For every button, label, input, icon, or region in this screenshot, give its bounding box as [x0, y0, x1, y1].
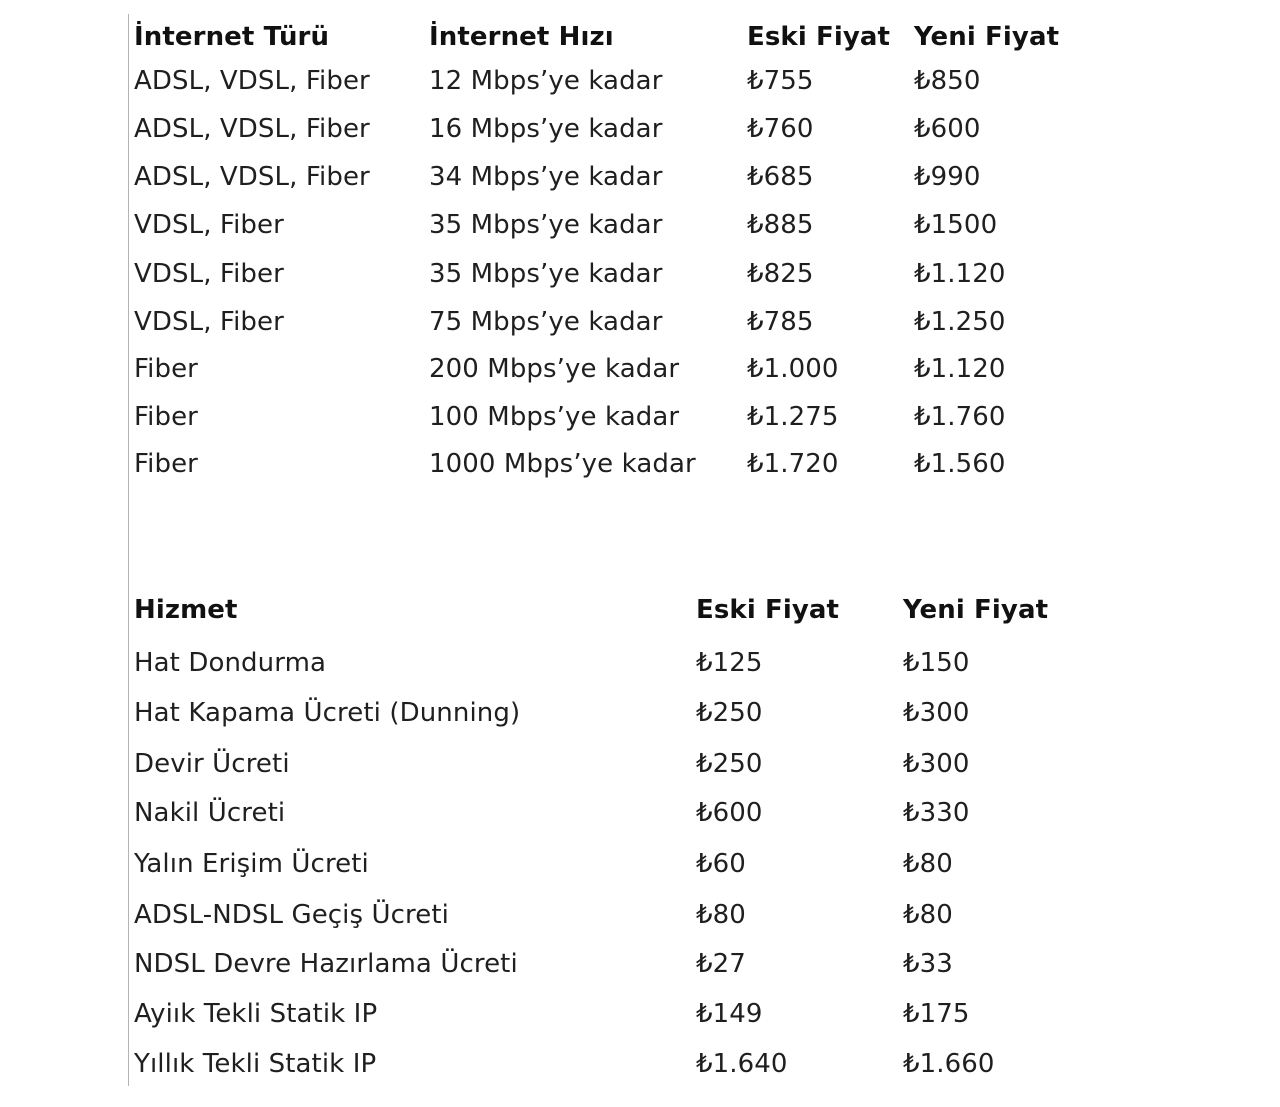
old-price-cell: ₺60 — [696, 849, 746, 879]
old-price-cell: ₺1.640 — [696, 1049, 788, 1079]
speed-cell: 100 Mbps’ye kadar — [429, 402, 680, 432]
service-name-cell: ADSL-NDSL Geçiş Ücreti — [134, 900, 449, 930]
new-price-cell: ₺1.660 — [903, 1049, 995, 1079]
new-price-cell: ₺80 — [903, 900, 953, 930]
internet-type-cell: Fiber — [134, 354, 198, 384]
old-price-cell: ₺80 — [696, 900, 746, 930]
new-price-cell: ₺80 — [903, 849, 953, 879]
header-old-price: Eski Fiyat — [696, 595, 840, 625]
speed-cell: 35 Mbps’ye kadar — [429, 259, 663, 289]
header-new-price: Yeni Fiyat — [914, 22, 1060, 52]
old-price-cell: ₺755 — [747, 66, 814, 96]
old-price-cell: ₺825 — [747, 259, 814, 289]
internet-type-cell: VDSL, Fiber — [134, 259, 284, 289]
table-header-row — [0, 17, 1280, 57]
speed-cell: 12 Mbps’ye kadar — [429, 66, 663, 96]
header-internet-speed: İnternet Hızı — [429, 22, 614, 52]
table-row — [0, 793, 1280, 833]
internet-type-cell: VDSL, Fiber — [134, 210, 284, 240]
table-row — [0, 205, 1280, 245]
service-name-cell: Yalın Erişim Ücreti — [134, 849, 369, 879]
new-price-cell: ₺1.560 — [914, 449, 1006, 479]
service-name-cell: Yıllık Tekli Statik IP — [134, 1049, 377, 1079]
header-old-price: Eski Fiyat — [747, 22, 891, 52]
internet-type-cell: Fiber — [134, 402, 198, 432]
table-row — [0, 844, 1280, 884]
old-price-cell: ₺1.720 — [747, 449, 839, 479]
old-price-cell: ₺27 — [696, 949, 746, 979]
old-price-cell: ₺250 — [696, 749, 763, 779]
table-row — [0, 254, 1280, 294]
new-price-cell: ₺1.120 — [914, 354, 1006, 384]
new-price-cell: ₺1.250 — [914, 307, 1006, 337]
old-price-cell: ₺600 — [696, 798, 763, 828]
new-price-cell: ₺150 — [903, 648, 970, 678]
table-row — [0, 944, 1280, 984]
old-price-cell: ₺785 — [747, 307, 814, 337]
table-row — [0, 157, 1280, 197]
service-name-cell: Nakil Ücreti — [134, 798, 286, 828]
old-price-cell: ₺125 — [696, 648, 763, 678]
old-price-cell: ₺1.275 — [747, 402, 839, 432]
old-price-cell: ₺250 — [696, 698, 763, 728]
service-name-cell: Hat Dondurma — [134, 648, 327, 678]
old-price-cell: ₺885 — [747, 210, 814, 240]
internet-type-cell: ADSL, VDSL, Fiber — [134, 66, 370, 96]
table-row — [0, 349, 1280, 389]
table-row — [0, 397, 1280, 437]
header-internet-type: İnternet Türü — [134, 22, 330, 52]
speed-cell: 200 Mbps’ye kadar — [429, 354, 680, 384]
new-price-cell: ₺175 — [903, 999, 970, 1029]
table-row — [0, 1044, 1280, 1084]
old-price-cell: ₺760 — [747, 114, 814, 144]
table-row — [0, 109, 1280, 149]
internet-type-cell: ADSL, VDSL, Fiber — [134, 114, 370, 144]
old-price-cell: ₺685 — [747, 162, 814, 192]
table-row — [0, 643, 1280, 683]
internet-type-cell: ADSL, VDSL, Fiber — [134, 162, 370, 192]
old-price-cell: ₺1.000 — [747, 354, 839, 384]
table-row — [0, 302, 1280, 342]
internet-type-cell: Fiber — [134, 449, 198, 479]
new-price-cell: ₺300 — [903, 698, 970, 728]
speed-cell: 34 Mbps’ye kadar — [429, 162, 663, 192]
new-price-cell: ₺1500 — [914, 210, 998, 240]
service-name-cell: Hat Kapama Ücreti (Dunning) — [134, 698, 521, 728]
header-service: Hizmet — [134, 595, 238, 625]
service-name-cell: Ayiık Tekli Statik IP — [134, 999, 378, 1029]
new-price-cell: ₺330 — [903, 798, 970, 828]
service-name-cell: NDSL Devre Hazırlama Ücreti — [134, 949, 518, 979]
new-price-cell: ₺300 — [903, 749, 970, 779]
header-new-price: Yeni Fiyat — [903, 595, 1049, 625]
table-row — [0, 444, 1280, 484]
new-price-cell: ₺1.760 — [914, 402, 1006, 432]
table-row — [0, 895, 1280, 935]
speed-cell: 75 Mbps’ye kadar — [429, 307, 663, 337]
table-row — [0, 994, 1280, 1034]
new-price-cell: ₺1.120 — [914, 259, 1006, 289]
table-row — [0, 61, 1280, 101]
internet-type-cell: VDSL, Fiber — [134, 307, 284, 337]
new-price-cell: ₺850 — [914, 66, 981, 96]
old-price-cell: ₺149 — [696, 999, 763, 1029]
speed-cell: 35 Mbps’ye kadar — [429, 210, 663, 240]
speed-cell: 1000 Mbps’ye kadar — [429, 449, 696, 479]
new-price-cell: ₺990 — [914, 162, 981, 192]
new-price-cell: ₺600 — [914, 114, 981, 144]
table-header-row — [0, 590, 1280, 630]
new-price-cell: ₺33 — [903, 949, 953, 979]
table-row — [0, 744, 1280, 784]
speed-cell: 16 Mbps’ye kadar — [429, 114, 663, 144]
table-row — [0, 693, 1280, 733]
service-name-cell: Devir Ücreti — [134, 749, 290, 779]
